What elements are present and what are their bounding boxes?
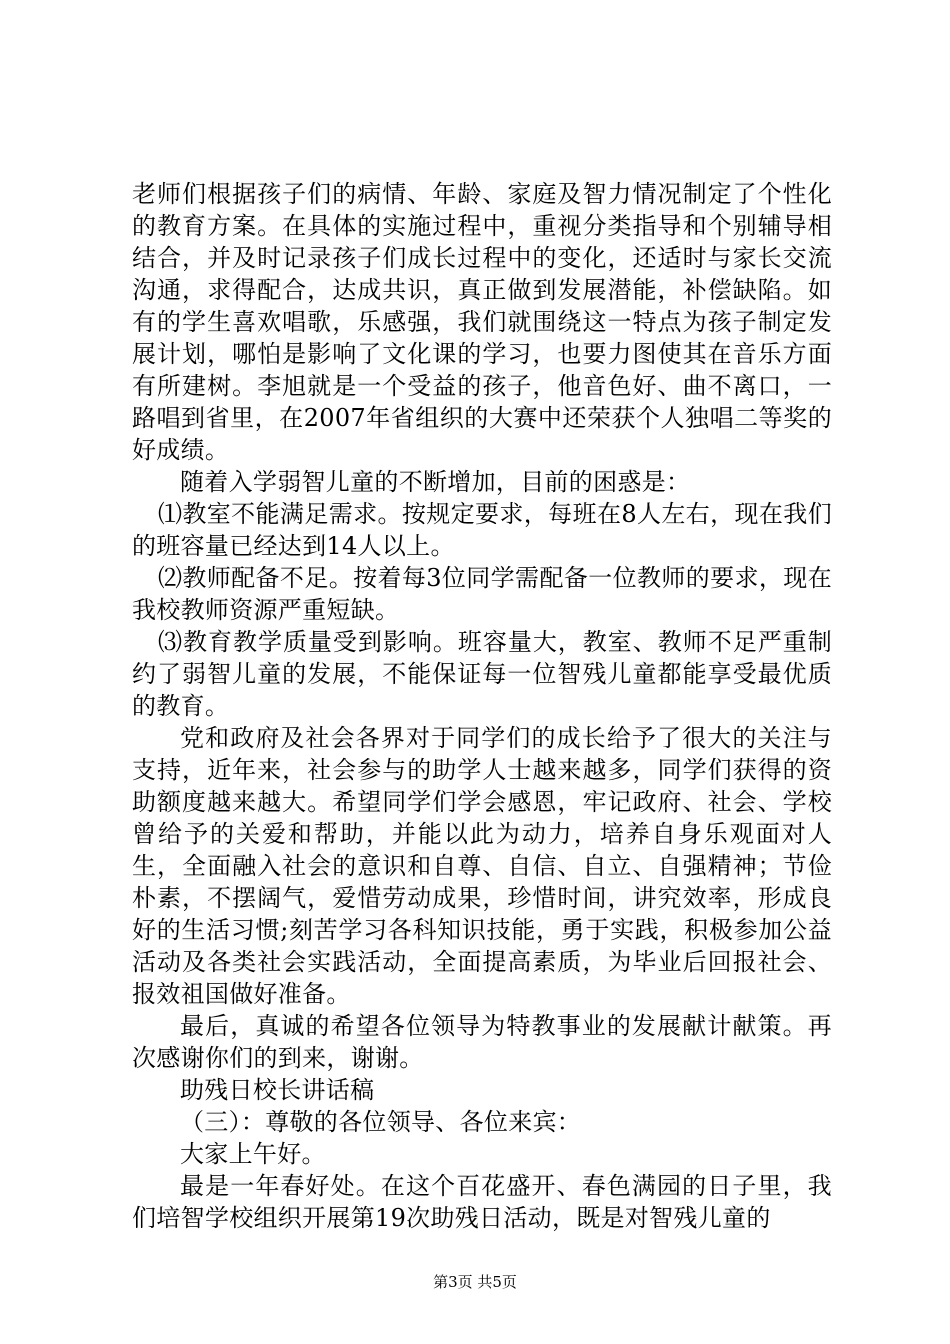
section-heading: 助残日校长讲话稿: [180, 1076, 375, 1104]
paragraph-current-difficulties: 随着入学弱智儿童的不断增加，目前的困惑是：: [180, 468, 691, 496]
paragraph-personalized-education: 老师们根据孩子们的病情、年龄、家庭及智力情况制定了个性化的教育方案。在具体的实施过程中，重视分类指导和个别辅导相结合，并及时记录孩子们成长过程中的变化，还适时与家长交流沟通，求得配合，达成共识，真正做到发展潜能，补偿缺陷。如有的学生喜欢唱歌，乐感强，我们就围绕这一特点为孩子制定发展计划，哪怕是影响了文化课的学习，也要力图使其在音乐方面有所建树。李旭就是一个受益的孩子，他音色好、曲不离口，一路唱到省里，在2007年省组织的大赛中还荣获个人独唱二等奖的好成绩。: [132, 180, 832, 464]
document-body: [132, 178, 832, 1234]
paragraph-difficulty-quality: ⑶教育教学质量受到影响。班容量大，教室、教师不足严重制约了弱智儿童的发展，不能保证每一位智残儿童都能享受最优质的教育。: [132, 628, 832, 720]
paragraph-difficulty-classroom: ⑴教室不能满足需求。按规定要求，每班在8人左右，现在我们的班容量已经达到14人以上。: [132, 500, 832, 560]
paragraph-closing: 最后，真诚的希望各位领导为特教事业的发展献计献策。再次感谢你们的到来，谢谢。: [132, 1012, 832, 1072]
page-number-footer: 第3页 共5页: [433, 1273, 517, 1291]
paragraph-gratitude: 党和政府及社会各界对于同学们的成长给予了很大的关注与支持，近年来，社会参与的助学人士越来越多，同学们获得的资助额度越来越大。希望同学们学会感恩，牢记政府、社会、学校曾给予的关爱和帮助，并能以此为动力，培养自身乐观面对人生，全面融入社会的意识和自尊、自信、自立、自强精神；节俭朴素，不摆阔气，爱惜劳动成果，珍惜时间，讲究效率，形成良好的生活习惯;刻苦学习各科知识技能，勇于实践，积极参加公益活动及各类社会实践活动，全面提高素质，为毕业后回报社会、报效祖国做好准备。: [132, 724, 832, 1008]
paragraph-greeting: 大家上午好。: [180, 1140, 326, 1168]
paragraph-difficulty-teachers: ⑵教师配备不足。按着每3位同学需配备一位教师的要求，现在我校教师资源严重短缺。: [132, 564, 832, 624]
paragraph-opening: 最是一年春好处。在这个百花盛开、春色满园的日子里，我们培智学校组织开展第19次助残日活动，既是对智残儿童的: [132, 1172, 832, 1232]
paragraph-salutation: （三）：尊敬的各位领导、各位来宾：: [180, 1108, 582, 1136]
